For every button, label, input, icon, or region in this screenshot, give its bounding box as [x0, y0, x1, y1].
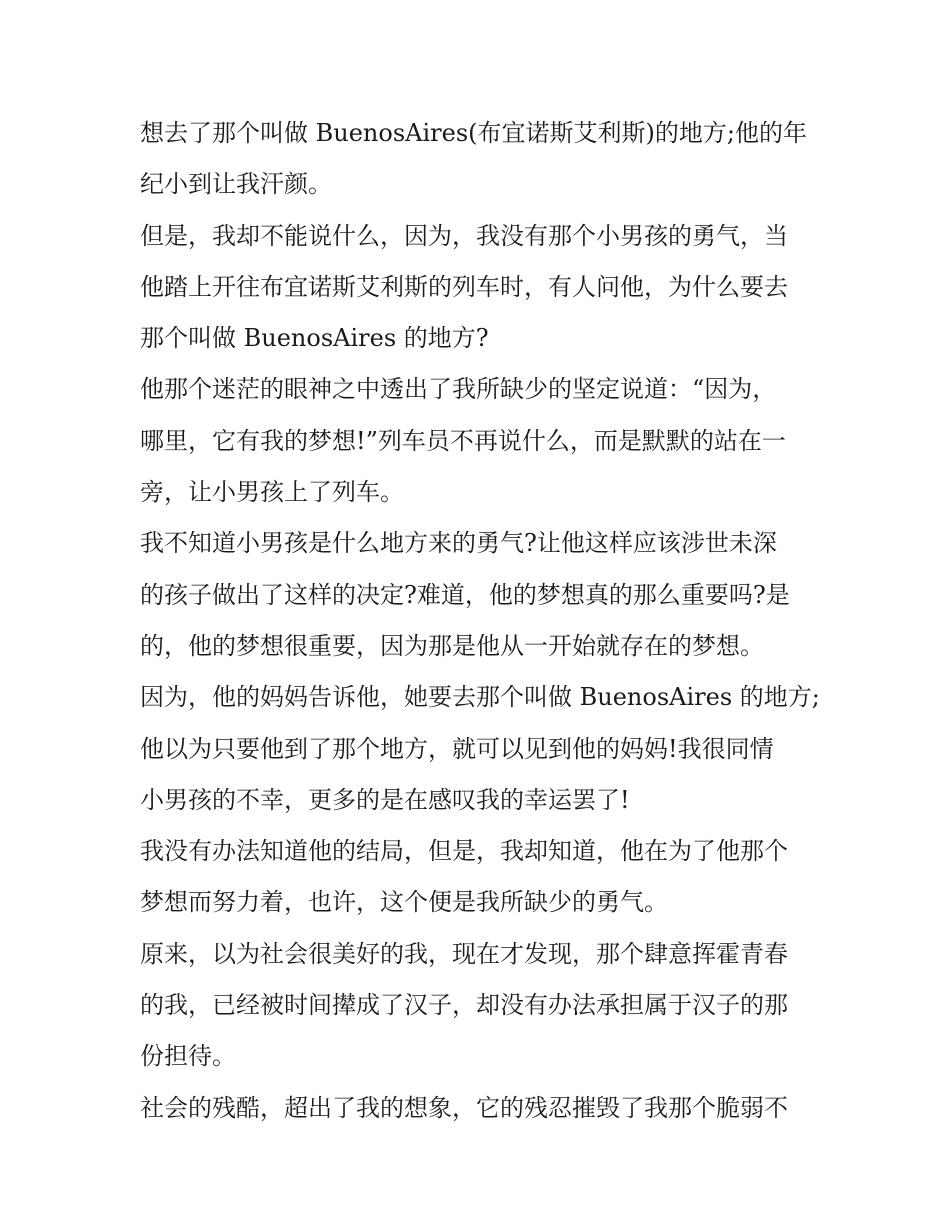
text-line-12: 因为，他的妈妈告诉他，她要去那个叫做 BuenosAires 的地方; [140, 683, 820, 712]
text-line-17: 原来，以为社会很美好的我，现在才发现，那个肆意挥霍青春 [140, 939, 788, 968]
text-line-9: 我不知道小男孩是什么地方来的勇气?让他这样应该涉世未深 [140, 529, 777, 558]
text-line-20: 社会的残酷，超出了我的想象，它的残忍摧毁了我那个脆弱不 [140, 1093, 788, 1122]
text-line-15: 我没有办法知道他的结局，但是，我却知道，他在为了他那个 [140, 837, 788, 866]
text-line-4: 他踏上开往布宜诺斯艾利斯的列车时，有人问他，为什么要去 [140, 272, 788, 301]
text-line-16: 梦想而努力着，也许，这个便是我所缺少的勇气。 [140, 888, 668, 917]
text-line-8: 旁，让小男孩上了列车。 [140, 478, 404, 507]
text-line-10: 的孩子做出了这样的决定?难道，他的梦想真的那么重要吗?是 [140, 580, 790, 609]
text-line-1: 想去了那个叫做 BuenosAires(布宜诺斯艾利斯)的地方;他的年 [140, 119, 807, 147]
text-line-3: 但是，我却不能说什么，因为，我没有那个小男孩的勇气，当 [140, 221, 788, 250]
text-line-11: 的，他的梦想很重要，因为那是他从一开始就存在的梦想。 [140, 631, 764, 660]
text-line-13: 他以为只要他到了那个地方，就可以见到他的妈妈!我很同情 [140, 734, 774, 763]
text-line-14: 小男孩的不幸，更多的是在感叹我的幸运罢了! [140, 785, 630, 814]
text-line-2: 纪小到让我汗颜。 [140, 170, 332, 199]
text-line-5: 那个叫做 BuenosAires 的地方? [140, 324, 489, 353]
text-line-6: 他那个迷茫的眼神之中透出了我所缺少的坚定说道：“因为， [140, 375, 777, 404]
document-body [140, 108, 820, 1134]
text-line-18: 的我，已经被时间撵成了汉子，却没有办法承担属于汉子的那 [140, 991, 788, 1020]
text-line-7: 哪里，它有我的梦想!”列车员不再说什么，而是默默的站在一 [140, 426, 786, 455]
text-line-19: 份担待。 [140, 1042, 236, 1071]
